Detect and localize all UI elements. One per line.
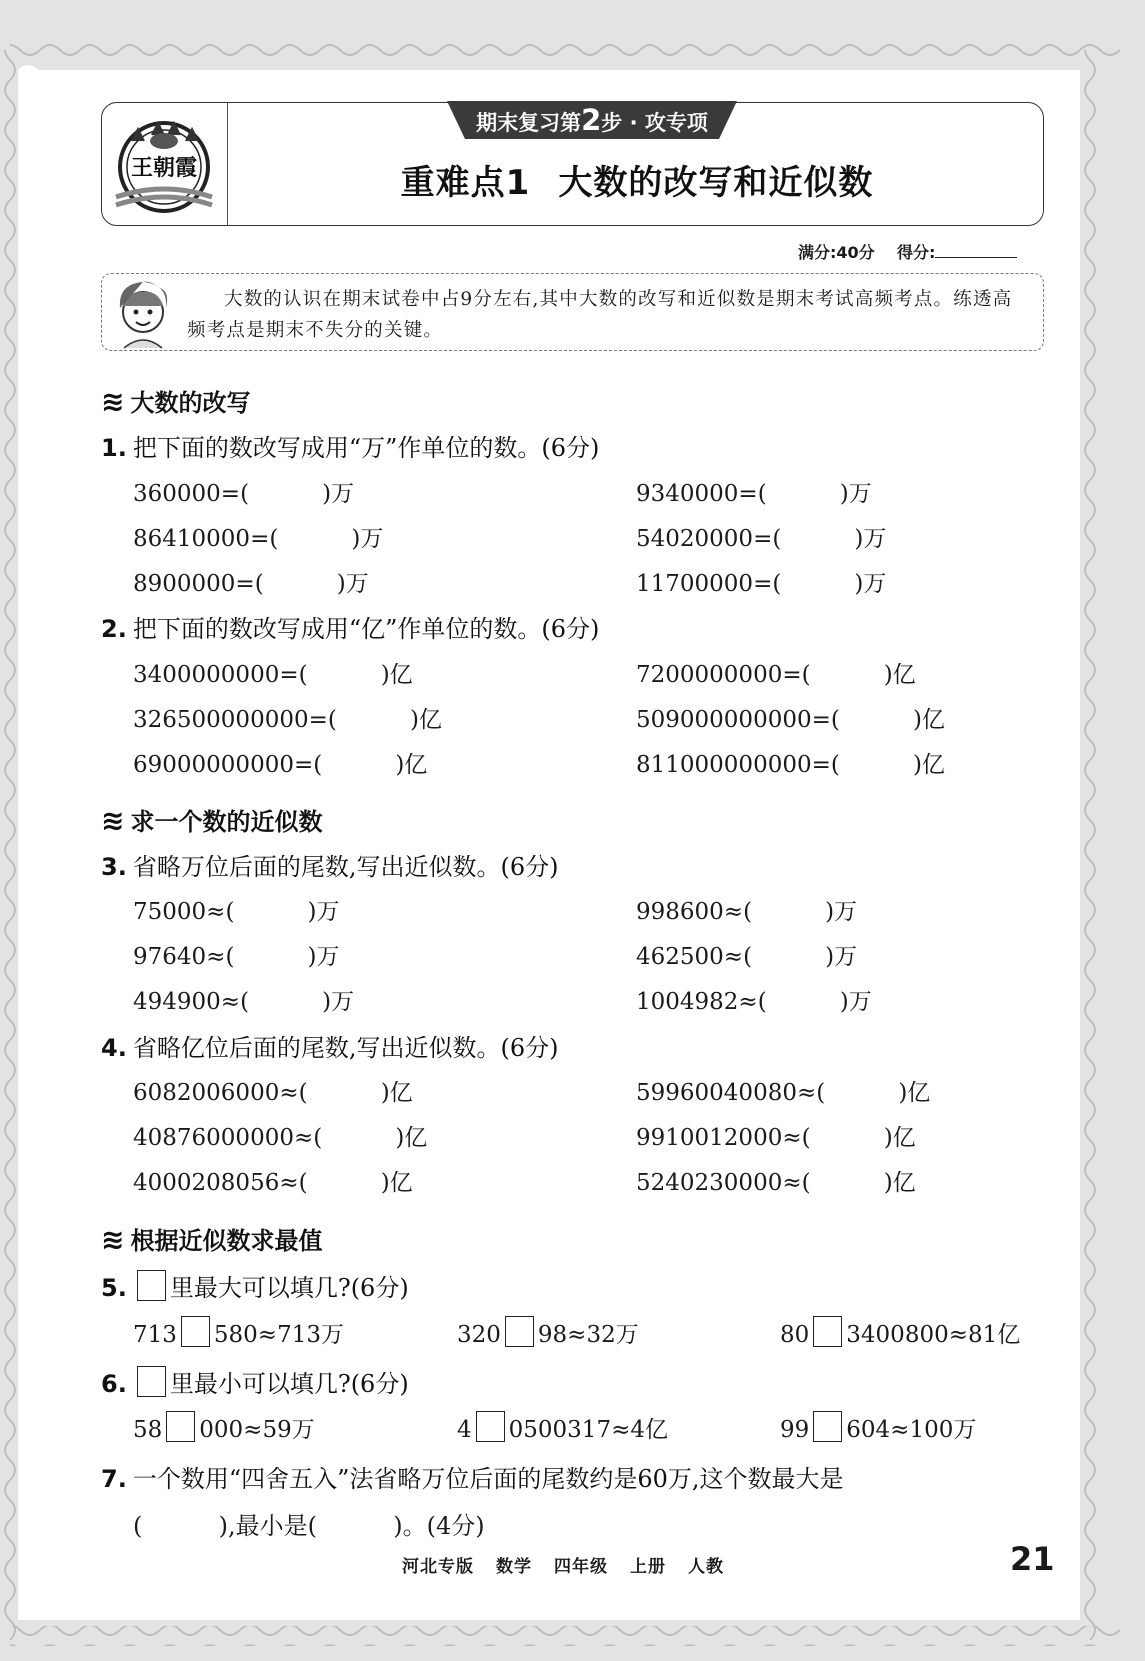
- answer-box[interactable]: [166, 1411, 195, 1442]
- question-3: 3. 省略万位后面的尾数,写出近似数。(6分): [101, 853, 559, 881]
- page-number: 21: [1010, 1540, 1055, 1578]
- logo-text: 王朝霞: [130, 156, 198, 181]
- footer-grade: 四年级: [554, 1557, 608, 1577]
- full-score: 满分:40分: [798, 243, 875, 262]
- q4-item[interactable]: 5240230000≈( )亿: [636, 1170, 916, 1196]
- page-title: 重难点1 大数的改写和近似数: [400, 163, 874, 203]
- step-label: 期末复习第2步 · 攻专项: [476, 103, 708, 137]
- q2-item[interactable]: 3400000000=( )亿: [133, 662, 413, 688]
- answer-box[interactable]: [181, 1316, 210, 1347]
- q3-item[interactable]: 462500≈( )万: [636, 944, 858, 970]
- q1-item[interactable]: 54020000=( )万: [636, 526, 887, 552]
- q4-item[interactable]: 40876000000≈( )亿: [133, 1125, 428, 1151]
- q3-item[interactable]: 998600≈( )万: [636, 899, 858, 925]
- section-heading-rewrite: ≋ 大数的改写: [101, 385, 251, 418]
- q5-item: 713 580≈713万: [133, 1316, 344, 1349]
- q2-item[interactable]: 811000000000=( )亿: [636, 752, 945, 778]
- q5-item: 320 98≈32万: [457, 1316, 639, 1349]
- score-blank[interactable]: [935, 243, 1017, 258]
- q6-item: 58 000≈59万: [133, 1411, 315, 1444]
- score-label: 得分:: [896, 243, 936, 262]
- footer-publisher: 人教: [688, 1557, 724, 1577]
- q1-item[interactable]: 9340000=( )万: [636, 481, 872, 507]
- question-4: 4. 省略亿位后面的尾数,写出近似数。(6分): [101, 1034, 559, 1062]
- q3-item[interactable]: 1004982≈( )万: [636, 989, 872, 1015]
- footer-volume: 上册: [630, 1557, 666, 1577]
- q4-item[interactable]: 4000208056≈( )亿: [133, 1170, 413, 1196]
- q1-item[interactable]: 86410000=( )万: [133, 526, 384, 552]
- q2-item[interactable]: 509000000000=( )亿: [636, 707, 945, 733]
- q3-item[interactable]: 97640≈( )万: [133, 944, 340, 970]
- q6-item: 99 604≈100万: [780, 1411, 976, 1444]
- step-tab: [447, 101, 737, 139]
- wave-icon: ≋: [101, 385, 125, 418]
- footer-info: [402, 1552, 746, 1577]
- answer-box: [137, 1366, 166, 1397]
- question-6: 6. 里最小可以填几?(6分): [101, 1364, 409, 1399]
- section-heading-approx: ≋ 求一个数的近似数: [101, 804, 323, 837]
- footer-edition: 河北专版: [402, 1557, 474, 1577]
- q2-item[interactable]: 7200000000=( )亿: [636, 662, 916, 688]
- question-7: 7. 一个数用“四舍五入”法省略万位后面的尾数约是60万,这个数最大是: [101, 1465, 844, 1493]
- answer-box[interactable]: [476, 1411, 505, 1442]
- question-2: 2. 把下面的数改写成用“亿”作单位的数。(6分): [101, 615, 600, 643]
- publisher-logo: [112, 111, 216, 217]
- answer-box: [137, 1270, 166, 1301]
- q6-item: 4 0500317≈4亿: [457, 1411, 668, 1444]
- header-banner: [101, 102, 1044, 226]
- q1-item[interactable]: 8900000=( )万: [133, 571, 369, 597]
- q3-item[interactable]: 75000≈( )万: [133, 899, 340, 925]
- score-line: [798, 240, 1017, 263]
- answer-box[interactable]: [505, 1316, 534, 1347]
- answer-box[interactable]: [813, 1316, 842, 1347]
- q1-item[interactable]: 11700000=( )万: [636, 571, 887, 597]
- logo-separator: [227, 103, 228, 225]
- q3-item[interactable]: 494900≈( )万: [133, 989, 355, 1015]
- q5-item: 80 3400800≈81亿: [780, 1316, 1020, 1349]
- question-5: 5. 里最大可以填几?(6分): [101, 1268, 409, 1303]
- q4-item[interactable]: 59960040080≈( )亿: [636, 1080, 931, 1106]
- tip-box: [101, 273, 1044, 351]
- section-heading-extreme: ≋ 根据近似数求最值: [101, 1223, 323, 1256]
- wave-icon: ≋: [101, 804, 125, 837]
- wave-icon: ≋: [101, 1223, 125, 1256]
- answer-box[interactable]: [813, 1411, 842, 1442]
- tip-text: 大数的认识在期末试卷中占9分左右,其中大数的改写和近似数是期末考试高频考点。练透高频考点是期末不失分的关键。: [187, 289, 1013, 341]
- q7-answer-line[interactable]: ( ),最小是( )。(4分): [133, 1512, 485, 1540]
- q2-item[interactable]: 69000000000=( )亿: [133, 752, 428, 778]
- q1-item[interactable]: 360000=( )万: [133, 481, 355, 507]
- q4-item[interactable]: 9910012000≈( )亿: [636, 1125, 916, 1151]
- student-face-icon: [110, 278, 176, 350]
- footer-subject: 数学: [496, 1557, 532, 1577]
- question-1: 1. 把下面的数改写成用“万”作单位的数。(6分): [101, 434, 600, 462]
- q4-item[interactable]: 6082006000≈( )亿: [133, 1080, 413, 1106]
- q2-item[interactable]: 326500000000=( )亿: [133, 707, 442, 733]
